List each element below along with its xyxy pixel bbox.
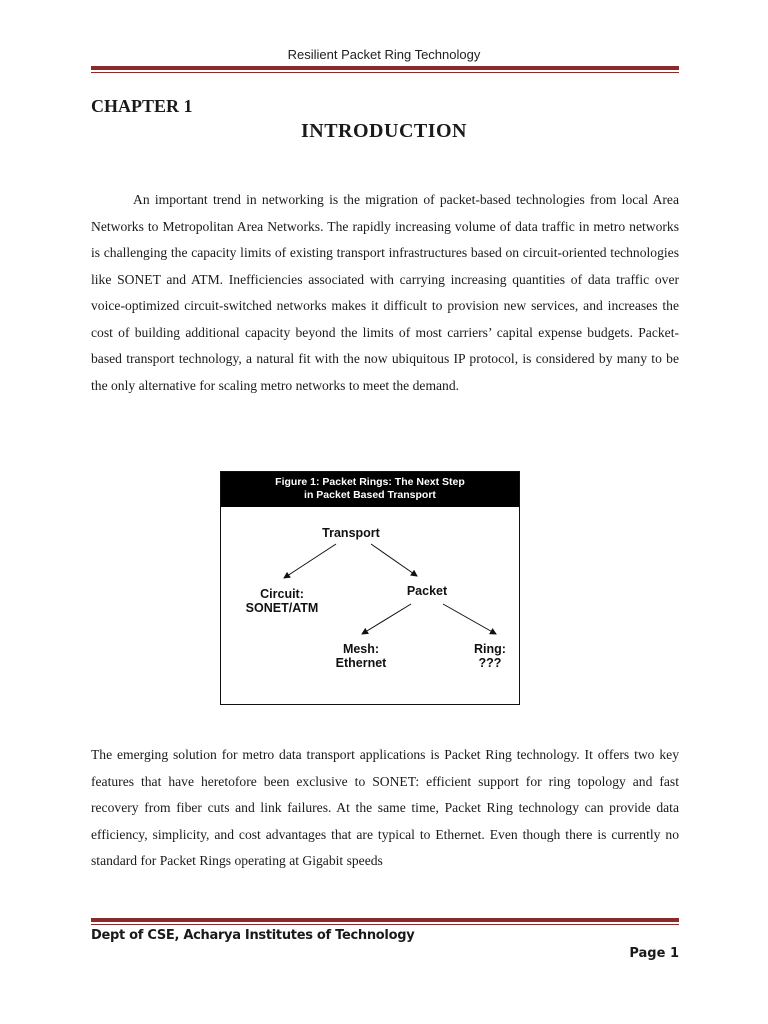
arrow-transport-circuit: [284, 544, 336, 578]
arrow-packet-ring: [443, 604, 496, 634]
node-transport: Transport: [322, 526, 380, 540]
second-paragraph: [91, 742, 679, 875]
running-header: Resilient Packet Ring Technology: [287, 47, 481, 62]
second-paragraph-text: The emerging solution for metro data transport applications is Packet Ring technology. It offers two key features that have heretofore been exclusive to SONET: efficient support for ring topology and fast recovery from fiber cuts and link failures. At the same time, Packet Ring technology can provide data efficiency, simplicity, and cost advantages that are typical to Ethernet. Even though there is currently no standard for Packet Rings operating at Gigabit speeds: [91, 747, 679, 868]
arrow-transport-packet: [371, 544, 417, 576]
intro-paragraph-text: An important trend in networking is the migration of packet-based technologies from local Area Networks to Metropolitan Area Networks. The rapidly increasing volume of data traffic in metro networks is challenging the capacity limits of existing transport infrastructures based on circuit-oriented technologies like SONET and ATM. Inefficiencies associated with carrying increasing quantities of data traffic over voice-optimized circuit-switched networks makes it difficult to provision new services, and increases the cost of building additional capacity beyond the limits of most carriers’ capital expense budgets. Packet-based transport technology, a natural fit with the now ubiquitous IP protocol, is considered by many to be the only alternative for scaling metro networks to meet the demand.: [91, 192, 679, 393]
page-number: Page 1: [629, 946, 679, 961]
figure-caption-line-1: Figure 1: Packet Rings: The Next Step: [275, 476, 465, 488]
figure-packet-rings: [220, 471, 520, 705]
footer-department: Dept of CSE, Acharya Institutes of Technology: [91, 928, 415, 943]
node-circuit-line-2: SONET/ATM: [245, 601, 319, 615]
intro-paragraph: [91, 187, 679, 399]
figure-caption-line-2: in Packet Based Transport: [304, 489, 436, 501]
chapter-title: INTRODUCTION: [300, 120, 468, 142]
node-ring: [463, 642, 517, 670]
node-circuit: [235, 587, 329, 615]
node-mesh-line-1: Mesh:: [342, 642, 380, 656]
footer-rule: [91, 918, 679, 925]
chapter-label: CHAPTER 1: [91, 96, 193, 116]
header-rule: [91, 66, 679, 73]
arrow-packet-mesh: [362, 604, 411, 634]
node-ring-line-2: ???: [478, 656, 502, 670]
node-circuit-line-1: Circuit:: [260, 587, 304, 601]
node-mesh-line-2: Ethernet: [335, 656, 387, 670]
node-mesh: [321, 642, 401, 670]
node-packet: Packet: [406, 584, 448, 598]
node-ring-line-1: Ring:: [474, 642, 506, 656]
